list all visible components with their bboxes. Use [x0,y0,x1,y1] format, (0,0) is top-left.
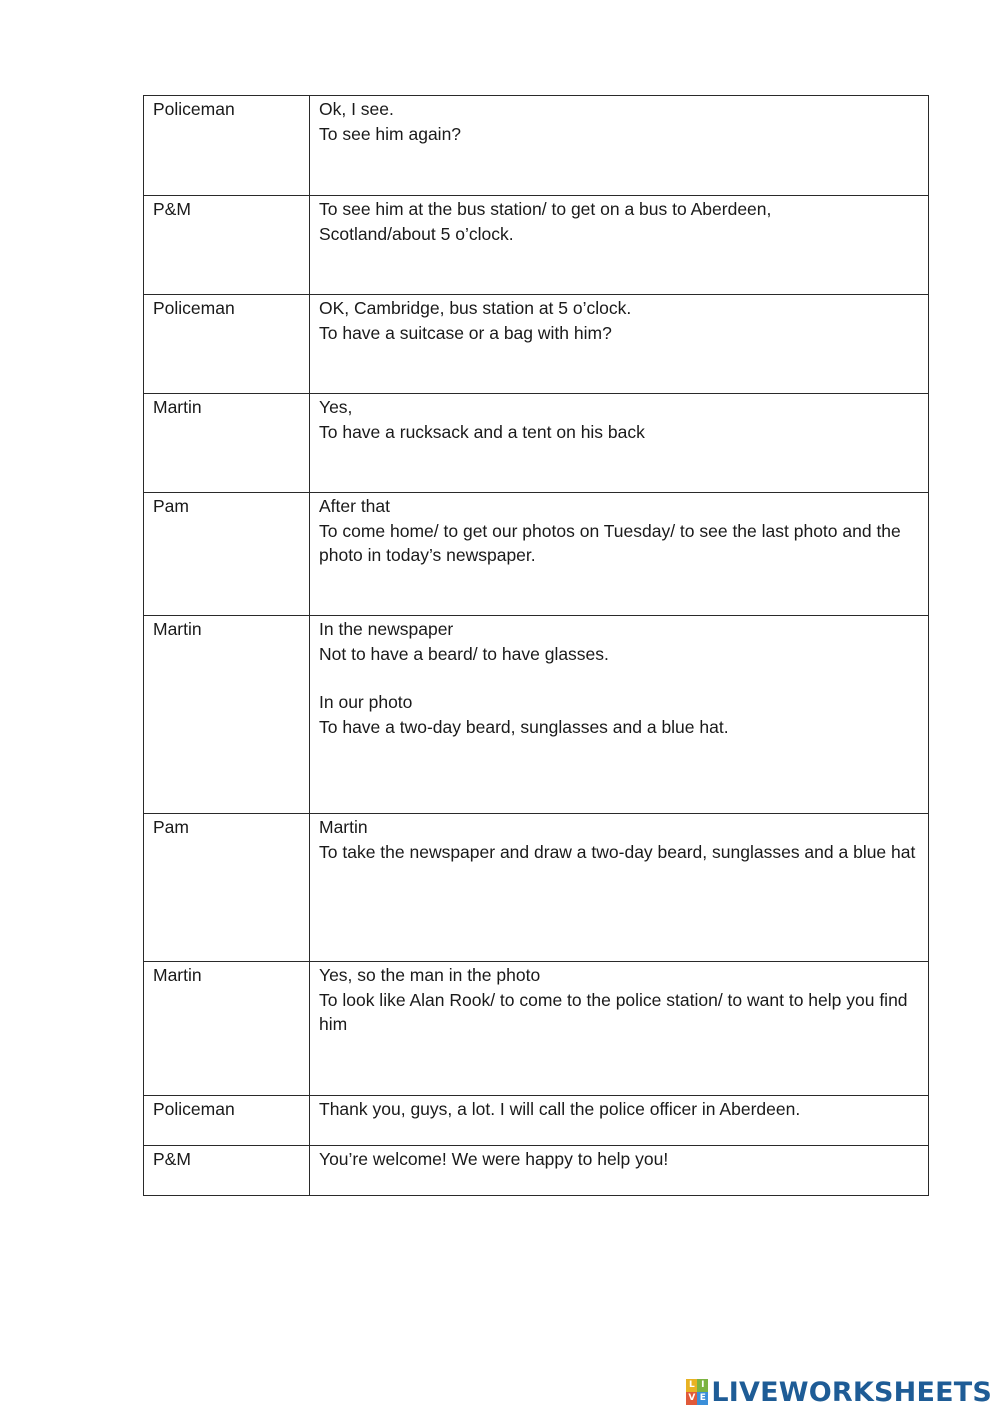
dialogue-line: OK, Cambridge, bus station at 5 o’clock. [319,298,632,318]
liveworksheets-logo-icon [686,1379,708,1405]
speaker-cell: Policeman [144,96,310,196]
dialogue-line: Thank you, guys, a lot. I will call the police officer in Aberdeen. [319,1099,801,1119]
table-row [144,814,929,962]
speaker-cell: Policeman [144,295,310,394]
dialogue-line: To have a two-day beard, sunglasses and a blue hat. [319,716,729,737]
table-row [144,394,929,493]
speaker-cell: Pam [144,814,310,962]
table-row [144,295,929,394]
dialogue-line: To see him again? [319,123,462,144]
dialogue-line: To come home/ to get our photos on Tuesday/ to see the last photo and the photo in today’s newspaper. [319,520,901,565]
table-row [144,1096,929,1146]
speaker-cell: P&M [144,1146,310,1196]
speaker-cell: P&M [144,196,310,295]
logo-mark-letter: E [697,1392,708,1405]
logo-mark-letter: V [686,1392,697,1405]
logo-mark-letter: L [686,1379,697,1392]
table-row [144,616,929,814]
dialogue-line: In our photo [319,692,413,712]
dialogue-cell [310,196,929,295]
dialogue-line: In the newspaper [319,619,454,639]
speaker-cell: Martin [144,394,310,493]
dialogue-table [143,95,929,1196]
table-row [144,962,929,1096]
speaker-cell: Policeman [144,1096,310,1146]
dialogue-cell [310,814,929,962]
dialogue-cell [310,616,929,814]
table-row [144,1146,929,1196]
dialogue-line: Not to have a beard/ to have glasses. [319,643,609,664]
dialogue-line: Yes, so the man in the photo [319,965,541,985]
liveworksheets-logo[interactable] [686,1377,992,1407]
logo-mark-letter: I [697,1379,708,1392]
dialogue-line: To take the newspaper and draw a two-day beard, sunglasses and a blue hat [319,841,916,862]
dialogue-line: To look like Alan Rook/ to come to the police station/ to want to help you find him [319,989,908,1034]
dialogue-line: To have a suitcase or a bag with him? [319,322,612,343]
dialogue-cell [310,1096,929,1146]
blank-line [319,666,919,690]
dialogue-cell [310,295,929,394]
dialogue-line: Yes, [319,397,353,417]
dialogue-cell [310,96,929,196]
table-row [144,96,929,196]
table-row [144,493,929,616]
dialogue-cell [310,1146,929,1196]
speaker-cell: Martin [144,616,310,814]
dialogue-line: Scotland/about 5 o’clock. [319,223,514,244]
dialogue-line: To have a rucksack and a tent on his back [319,421,645,442]
speaker-cell: Martin [144,962,310,1096]
table-row [144,196,929,295]
dialogue-line: After that [319,496,391,516]
dialogue-line: Martin [319,817,368,837]
dialogue-line: You’re welcome! We were happy to help you! [319,1149,669,1169]
logo-text: LIVEWORKSHEETS [711,1376,992,1408]
dialogue-cell [310,394,929,493]
dialogue-line: Ok, I see. [319,99,394,119]
speaker-cell: Pam [144,493,310,616]
dialogue-cell [310,493,929,616]
dialogue-cell [310,962,929,1096]
dialogue-line: To see him at the bus station/ to get on a bus to Aberdeen, [319,199,772,219]
